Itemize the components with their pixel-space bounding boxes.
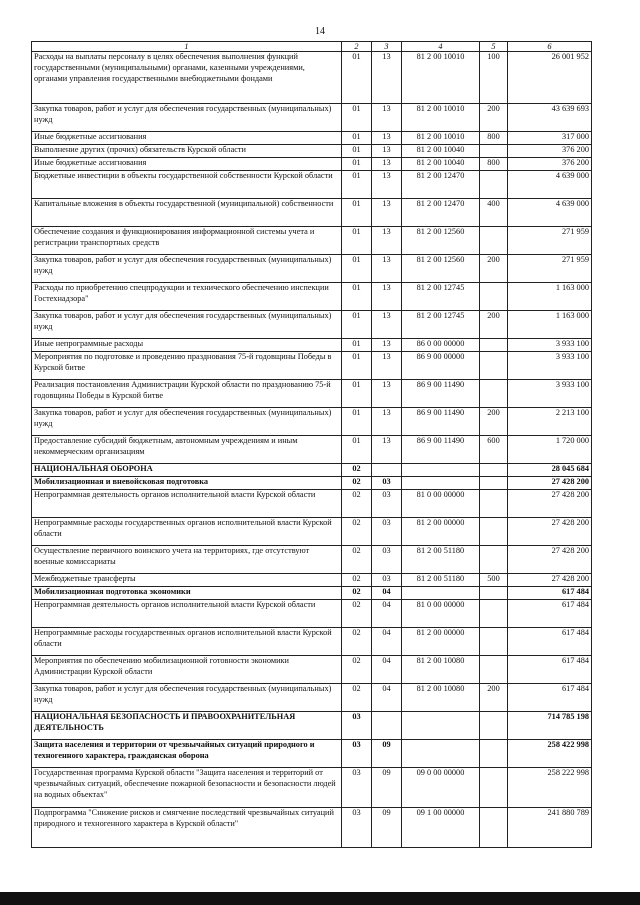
- amount-cell: 3 933 100: [508, 352, 592, 380]
- amount-cell: 617 484: [508, 656, 592, 684]
- table-row: [32, 352, 592, 380]
- row-name-cell: Закупка товаров, работ и услуг для обеспечения государственных (муниципальных) нужд: [32, 408, 342, 436]
- amount-cell: 617 484: [508, 628, 592, 656]
- header-cell: 3: [372, 42, 402, 52]
- amount-cell: 376 200: [508, 158, 592, 171]
- target-article-cell: [402, 477, 480, 490]
- expense-type-cell: [480, 656, 508, 684]
- target-article-cell: 81 2 00 51180: [402, 574, 480, 587]
- subsection-code-cell: 04: [372, 656, 402, 684]
- table-row: [32, 740, 592, 768]
- row-name-cell: НАЦИОНАЛЬНАЯ ОБОРОНА: [32, 464, 342, 477]
- expense-type-cell: [480, 740, 508, 768]
- row-name-cell: НАЦИОНАЛЬНАЯ БЕЗОПАСНОСТЬ И ПРАВООХРАНИТЕЛЬНАЯ ДЕЯТЕЛЬНОСТЬ: [32, 712, 342, 740]
- expense-type-cell: [480, 380, 508, 408]
- subsection-code-cell: 04: [372, 587, 402, 600]
- section-code-cell: 02: [342, 546, 372, 574]
- target-article-cell: 81 2 00 10080: [402, 684, 480, 712]
- amount-cell: 376 200: [508, 145, 592, 158]
- target-article-cell: 86 9 00 11490: [402, 380, 480, 408]
- row-name-cell: Предоставление субсидий бюджетным, автономным учреждениям и иным некоммерческим организациям: [32, 436, 342, 464]
- row-name-cell: Мобилизационная подготовка экономики: [32, 587, 342, 600]
- table-row: [32, 600, 592, 628]
- row-name-cell: Закупка товаров, работ и услуг для обеспечения государственных (муниципальных) нужд: [32, 255, 342, 283]
- target-article-cell: [402, 464, 480, 477]
- subsection-code-cell: 03: [372, 490, 402, 518]
- table-row: [32, 712, 592, 740]
- scan-edge: [0, 892, 640, 905]
- section-code-cell: 01: [342, 52, 372, 104]
- row-name-cell: Подпрограмма "Снижение рисков и смягчение последствий чрезвычайных ситуаций природного и техногенного характера в Курской области": [32, 808, 342, 848]
- row-name-cell: Осуществление первичного воинского учета на территориях, где отсутствуют военные комиссариаты: [32, 546, 342, 574]
- amount-cell: 1 163 000: [508, 311, 592, 339]
- subsection-code-cell: 13: [372, 158, 402, 171]
- subsection-code-cell: 13: [372, 104, 402, 132]
- section-code-cell: 01: [342, 145, 372, 158]
- row-name-cell: Расходы по приобретению спецпродукции и технического обеспечению инспекции Гостехнадзора": [32, 283, 342, 311]
- amount-cell: 1 720 000: [508, 436, 592, 464]
- table-row: [32, 339, 592, 352]
- row-name-cell: Выполнение других (прочих) обязательств Курской области: [32, 145, 342, 158]
- amount-cell: 3 933 100: [508, 380, 592, 408]
- target-article-cell: 81 0 00 00000: [402, 490, 480, 518]
- expense-type-cell: [480, 227, 508, 255]
- expense-type-cell: 200: [480, 408, 508, 436]
- target-article-cell: 09 1 00 00000: [402, 808, 480, 848]
- amount-cell: 27 428 200: [508, 477, 592, 490]
- expense-type-cell: 200: [480, 104, 508, 132]
- subsection-code-cell: 09: [372, 768, 402, 808]
- amount-cell: 258 222 998: [508, 768, 592, 808]
- table-row: [32, 171, 592, 199]
- expense-type-cell: 200: [480, 311, 508, 339]
- row-name-cell: Закупка товаров, работ и услуг для обеспечения государственных (муниципальных) нужд: [32, 104, 342, 132]
- amount-cell: 714 785 198: [508, 712, 592, 740]
- table-row: [32, 464, 592, 477]
- amount-cell: 4 639 000: [508, 171, 592, 199]
- section-code-cell: 01: [342, 104, 372, 132]
- subsection-code-cell: 04: [372, 600, 402, 628]
- subsection-code-cell: 13: [372, 52, 402, 104]
- expense-type-cell: [480, 518, 508, 546]
- row-name-cell: Межбюджетные трансферты: [32, 574, 342, 587]
- amount-cell: 27 428 200: [508, 490, 592, 518]
- row-name-cell: Мероприятия по обеспечению мобилизационной готовности экономики Администрации Курской области: [32, 656, 342, 684]
- table-row: [32, 518, 592, 546]
- section-code-cell: 02: [342, 587, 372, 600]
- table-row: [32, 546, 592, 574]
- row-name-cell: Расходы на выплаты персоналу в целях обеспечения выполнения функций государственными (муниципальными) органами, казенными учреждениями, органами управления государственными внебюджетными фондами: [32, 52, 342, 104]
- section-code-cell: 02: [342, 684, 372, 712]
- table-row: [32, 283, 592, 311]
- row-name-cell: Государственная программа Курской области "Защита населения и территорий от чрезвычайных ситуаций, обеспечение пожарной безопасности и безопасности людей на водных объектах": [32, 768, 342, 808]
- subsection-code-cell: 04: [372, 628, 402, 656]
- section-code-cell: 01: [342, 132, 372, 145]
- target-article-cell: 81 2 00 00000: [402, 628, 480, 656]
- amount-cell: 27 428 200: [508, 574, 592, 587]
- table-row: [32, 158, 592, 171]
- section-code-cell: 01: [342, 408, 372, 436]
- row-name-cell: Непрограммные расходы государственных органов исполнительной власти Курской области: [32, 628, 342, 656]
- row-name-cell: Закупка товаров, работ и услуг для обеспечения государственных (муниципальных) нужд: [32, 684, 342, 712]
- amount-cell: 617 484: [508, 600, 592, 628]
- expense-type-cell: [480, 587, 508, 600]
- expense-type-cell: [480, 768, 508, 808]
- target-article-cell: 81 2 00 51180: [402, 546, 480, 574]
- amount-cell: 4 639 000: [508, 199, 592, 227]
- section-code-cell: 02: [342, 464, 372, 477]
- row-name-cell: Закупка товаров, работ и услуг для обеспечения государственных (муниципальных) нужд: [32, 311, 342, 339]
- table-row: [32, 808, 592, 848]
- expense-type-cell: [480, 490, 508, 518]
- table-row: [32, 574, 592, 587]
- header-row: [32, 42, 592, 52]
- header-cell: 2: [342, 42, 372, 52]
- subsection-code-cell: 13: [372, 132, 402, 145]
- table-row: [32, 199, 592, 227]
- subsection-code-cell: 03: [372, 477, 402, 490]
- subsection-code-cell: 13: [372, 311, 402, 339]
- target-article-cell: 86 9 00 11490: [402, 436, 480, 464]
- subsection-code-cell: 13: [372, 227, 402, 255]
- table-row: [32, 490, 592, 518]
- expense-type-cell: [480, 600, 508, 628]
- table-row: [32, 436, 592, 464]
- table-row: [32, 408, 592, 436]
- section-code-cell: 01: [342, 227, 372, 255]
- section-code-cell: 03: [342, 808, 372, 848]
- amount-cell: 317 000: [508, 132, 592, 145]
- amount-cell: 617 484: [508, 587, 592, 600]
- expense-type-cell: 400: [480, 199, 508, 227]
- table-row: [32, 132, 592, 145]
- subsection-code-cell: 13: [372, 352, 402, 380]
- section-code-cell: 01: [342, 311, 372, 339]
- subsection-code-cell: 13: [372, 436, 402, 464]
- expense-type-cell: 800: [480, 132, 508, 145]
- row-name-cell: Непрограммная деятельность органов исполнительной власти Курской области: [32, 490, 342, 518]
- section-code-cell: 01: [342, 380, 372, 408]
- target-article-cell: 86 0 00 00000: [402, 339, 480, 352]
- amount-cell: 271 959: [508, 227, 592, 255]
- section-code-cell: 02: [342, 574, 372, 587]
- amount-cell: 271 959: [508, 255, 592, 283]
- table-row: [32, 684, 592, 712]
- subsection-code-cell: [372, 712, 402, 740]
- expense-type-cell: [480, 145, 508, 158]
- header-cell: 5: [480, 42, 508, 52]
- amount-cell: 617 484: [508, 684, 592, 712]
- subsection-code-cell: 04: [372, 684, 402, 712]
- subsection-code-cell: 03: [372, 574, 402, 587]
- header-cell: 6: [508, 42, 592, 52]
- table-row: [32, 477, 592, 490]
- expense-type-cell: 600: [480, 436, 508, 464]
- header-cell: 4: [402, 42, 480, 52]
- target-article-cell: 81 2 00 10010: [402, 104, 480, 132]
- subsection-code-cell: 13: [372, 283, 402, 311]
- subsection-code-cell: 13: [372, 380, 402, 408]
- subsection-code-cell: 09: [372, 808, 402, 848]
- subsection-code-cell: 03: [372, 546, 402, 574]
- expense-type-cell: 200: [480, 684, 508, 712]
- expense-type-cell: [480, 477, 508, 490]
- subsection-code-cell: 13: [372, 171, 402, 199]
- amount-cell: 28 045 684: [508, 464, 592, 477]
- expense-type-cell: 800: [480, 158, 508, 171]
- target-article-cell: 81 2 00 12560: [402, 255, 480, 283]
- amount-cell: 3 933 100: [508, 339, 592, 352]
- section-code-cell: 02: [342, 490, 372, 518]
- section-code-cell: 01: [342, 436, 372, 464]
- section-code-cell: 01: [342, 171, 372, 199]
- table-row: [32, 656, 592, 684]
- row-name-cell: Бюджетные инвестиции в объекты государственной собственности Курской области: [32, 171, 342, 199]
- amount-cell: 258 422 998: [508, 740, 592, 768]
- amount-cell: 27 428 200: [508, 546, 592, 574]
- expense-type-cell: 200: [480, 255, 508, 283]
- amount-cell: 26 001 952: [508, 52, 592, 104]
- section-code-cell: 02: [342, 477, 372, 490]
- row-name-cell: Иные непрограммные расходы: [32, 339, 342, 352]
- section-code-cell: 01: [342, 283, 372, 311]
- expense-type-cell: 100: [480, 52, 508, 104]
- table-row: [32, 104, 592, 132]
- target-article-cell: 81 2 00 12470: [402, 171, 480, 199]
- table-row: [32, 587, 592, 600]
- subsection-code-cell: 13: [372, 339, 402, 352]
- target-article-cell: 86 9 00 11490: [402, 408, 480, 436]
- section-code-cell: 02: [342, 518, 372, 546]
- row-name-cell: Реализация постановления Администрации Курской области по празднованию 75-й годовщины Победы в Курской битве: [32, 380, 342, 408]
- table-row: [32, 145, 592, 158]
- table-row: [32, 380, 592, 408]
- subsection-code-cell: 03: [372, 518, 402, 546]
- section-code-cell: 03: [342, 712, 372, 740]
- section-code-cell: 01: [342, 255, 372, 283]
- section-code-cell: 02: [342, 656, 372, 684]
- subsection-code-cell: 13: [372, 255, 402, 283]
- expense-type-cell: [480, 283, 508, 311]
- row-name-cell: Мероприятия по подготовке и проведению празднования 75-й годовщины Победы в Курской битве: [32, 352, 342, 380]
- section-code-cell: 03: [342, 768, 372, 808]
- row-name-cell: Непрограммные расходы государственных органов исполнительной власти Курской области: [32, 518, 342, 546]
- table-row: [32, 52, 592, 104]
- table-row: [32, 628, 592, 656]
- target-article-cell: [402, 587, 480, 600]
- target-article-cell: 09 0 00 00000: [402, 768, 480, 808]
- table-row: [32, 227, 592, 255]
- amount-cell: 1 163 000: [508, 283, 592, 311]
- amount-cell: 43 639 693: [508, 104, 592, 132]
- header-cell: 1: [32, 42, 342, 52]
- subsection-code-cell: [372, 464, 402, 477]
- table-row: [32, 311, 592, 339]
- target-article-cell: 81 2 00 12560: [402, 227, 480, 255]
- expense-type-cell: [480, 546, 508, 574]
- expense-type-cell: [480, 171, 508, 199]
- amount-cell: 241 880 789: [508, 808, 592, 848]
- section-code-cell: 02: [342, 600, 372, 628]
- table-row: [32, 255, 592, 283]
- target-article-cell: 86 9 00 00000: [402, 352, 480, 380]
- row-name-cell: Обеспечение создания и функционирования информационной системы учета и регистрации транспортных средств: [32, 227, 342, 255]
- page-number: 14: [315, 26, 325, 37]
- subsection-code-cell: 13: [372, 199, 402, 227]
- row-name-cell: Мобилизационная и вневойсковая подготовка: [32, 477, 342, 490]
- target-article-cell: 81 2 00 10010: [402, 132, 480, 145]
- subsection-code-cell: 13: [372, 408, 402, 436]
- section-code-cell: 03: [342, 740, 372, 768]
- amount-cell: 2 213 100: [508, 408, 592, 436]
- target-article-cell: 81 2 00 12745: [402, 311, 480, 339]
- row-name-cell: Иные бюджетные ассигнования: [32, 158, 342, 171]
- section-code-cell: 01: [342, 158, 372, 171]
- section-code-cell: 01: [342, 199, 372, 227]
- amount-cell: 27 428 200: [508, 518, 592, 546]
- target-article-cell: 81 2 00 10040: [402, 158, 480, 171]
- section-code-cell: 01: [342, 352, 372, 380]
- budget-table: [31, 41, 592, 848]
- expense-type-cell: [480, 712, 508, 740]
- row-name-cell: Иные бюджетные ассигнования: [32, 132, 342, 145]
- subsection-code-cell: 13: [372, 145, 402, 158]
- target-article-cell: [402, 712, 480, 740]
- target-article-cell: 81 2 00 12470: [402, 199, 480, 227]
- target-article-cell: 81 2 00 10010: [402, 52, 480, 104]
- row-name-cell: Непрограммная деятельность органов исполнительной власти Курской области: [32, 600, 342, 628]
- section-code-cell: 02: [342, 628, 372, 656]
- target-article-cell: 81 0 00 00000: [402, 600, 480, 628]
- target-article-cell: 81 2 00 12745: [402, 283, 480, 311]
- expense-type-cell: 500: [480, 574, 508, 587]
- table-row: [32, 768, 592, 808]
- target-article-cell: 81 2 00 10080: [402, 656, 480, 684]
- target-article-cell: 81 2 00 10040: [402, 145, 480, 158]
- expense-type-cell: [480, 339, 508, 352]
- expense-type-cell: [480, 808, 508, 848]
- row-name-cell: Капитальные вложения в объекты государственной (муниципальной) собственности: [32, 199, 342, 227]
- expense-type-cell: [480, 464, 508, 477]
- row-name-cell: Защита населения и территории от чрезвычайных ситуаций природного и техногенного характера, гражданская оборона: [32, 740, 342, 768]
- section-code-cell: 01: [342, 339, 372, 352]
- expense-type-cell: [480, 352, 508, 380]
- expense-type-cell: [480, 628, 508, 656]
- target-article-cell: [402, 740, 480, 768]
- target-article-cell: 81 2 00 00000: [402, 518, 480, 546]
- subsection-code-cell: 09: [372, 740, 402, 768]
